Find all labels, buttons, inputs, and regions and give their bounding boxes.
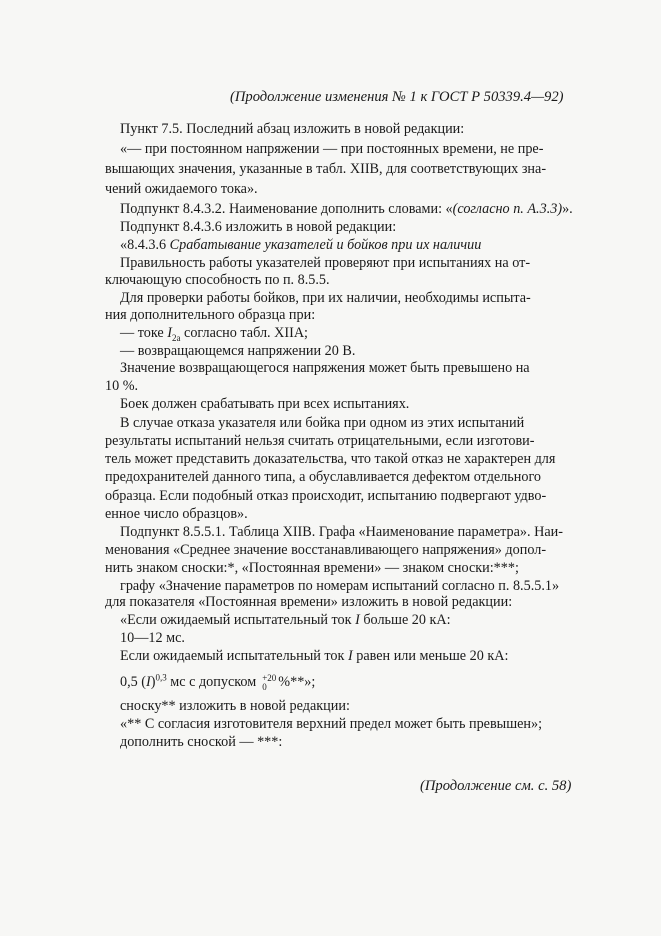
text-span: Если ожидаемый испытательный ток (120, 648, 348, 664)
text-line: ключающую способность по п. 8.5.5. (105, 272, 330, 288)
text-line: Подпункт 8.5.5.1. Таблица XIIB. Графа «Наименование параметра». Наи- (120, 524, 563, 540)
text-line: тель может представить доказательства, что такой отказ не характерен для (105, 451, 556, 467)
text-line: менования «Среднее значение восстанавливающего напряжения» допол- (105, 542, 547, 558)
text-span: согласно табл. XIIA; (180, 325, 309, 341)
text-line (120, 324, 308, 342)
text-line: вышающих значения, указанные в табл. XIIB, для соответствующих зна- (105, 161, 547, 177)
page-header: (Продолжение изменения № 1 к ГОСТ Р 50339.4—92) (230, 89, 564, 105)
text-line: «** С согласия изготовителя верхний предел может быть превышен»; (120, 716, 543, 732)
text-span: больше 20 кА: (359, 612, 451, 628)
text-line: 10—12 мс. (120, 630, 185, 646)
text-span: ». (562, 201, 573, 217)
tolerance-lower: 0 (262, 681, 267, 692)
tolerance-stack (262, 674, 276, 692)
text-line: Подпункт 8.4.3.6 изложить в новой редакции: (120, 219, 397, 235)
text-line: дополнить сноской — ***: (120, 734, 283, 750)
text-line: енное число образцов». (105, 506, 248, 522)
text-span: (согласно п. A.3.3) (452, 201, 563, 217)
text-line: «— при постоянном напряжении — при постоянных времени, не пре- (120, 141, 544, 157)
text-span: «Если ожидаемый испытательный ток (120, 612, 356, 628)
text-line: результаты испытаний нельзя считать отрицательными, если изготови- (105, 433, 535, 449)
text-line: чений ожидаемого тока». (105, 181, 258, 197)
text-line: 10 %. (105, 378, 139, 394)
text-line: Для проверки работы бойков, при их наличии, необходимы испыта- (120, 290, 531, 306)
text-span: мс с допуском (166, 674, 257, 690)
text-line: нить знаком сноски:*, «Постоянная времени» — знаком сноски:***; (105, 560, 519, 576)
text-span: Срабатывание указателей и бойков при их наличии (169, 237, 482, 253)
text-line: — возвращающемся напряжении 20 В. (120, 343, 356, 359)
text-line (120, 200, 573, 218)
text-line: графу «Значение параметров по номерам испытаний согласно п. 8.5.5.1» (120, 578, 560, 594)
text-span: I (355, 612, 360, 628)
text-span: I (146, 674, 151, 690)
exponent: 0,3 (155, 672, 167, 683)
text-span: Подпункт 8.4.3.2. Наименование дополнить словами: « (120, 201, 453, 217)
text-line: В случае отказа указателя или бойка при одном из этих испытаний (120, 415, 525, 431)
text-span: %**»; (278, 674, 316, 690)
text-line: ния дополнительного образца при: (105, 307, 316, 323)
text-line (120, 611, 451, 629)
text-line: для показателя «Постоянная времени» изложить в новой редакции: (105, 594, 513, 610)
tolerance-upper: +20 (262, 672, 277, 683)
text-line: Значение возвращающегося напряжения может быть превышено на (120, 360, 530, 376)
page-footer: (Продолжение см. с. 58) (420, 778, 572, 794)
text-span: ) (150, 674, 156, 690)
text-line (120, 647, 508, 665)
text-span: равен или меньше 20 кА: (352, 648, 509, 664)
text-span: «8.4.3.6 (120, 237, 170, 253)
text-span: I (167, 325, 172, 341)
text-line: сноску** изложить в новой редакции: (120, 698, 350, 714)
text-line: образца. Если подобный отказ происходит, испытанию подвергают удво- (105, 488, 547, 504)
formula-line (120, 673, 315, 692)
text-line: предохранителей данного типа, а обуславливается дефектом отдельного (105, 469, 542, 485)
text-span: I (347, 648, 353, 664)
text-span: — токе (120, 325, 168, 341)
text-line: Пункт 7.5. Последний абзац изложить в новой редакции: (120, 121, 465, 137)
text-line: Правильность работы указателей проверяют при испытаниях на от- (120, 255, 531, 271)
text-line (120, 236, 481, 254)
text-span: 2a (171, 332, 181, 343)
text-span: 0,5 ( (120, 674, 147, 690)
text-line: Боек должен срабатывать при всех испытаниях. (120, 396, 410, 412)
